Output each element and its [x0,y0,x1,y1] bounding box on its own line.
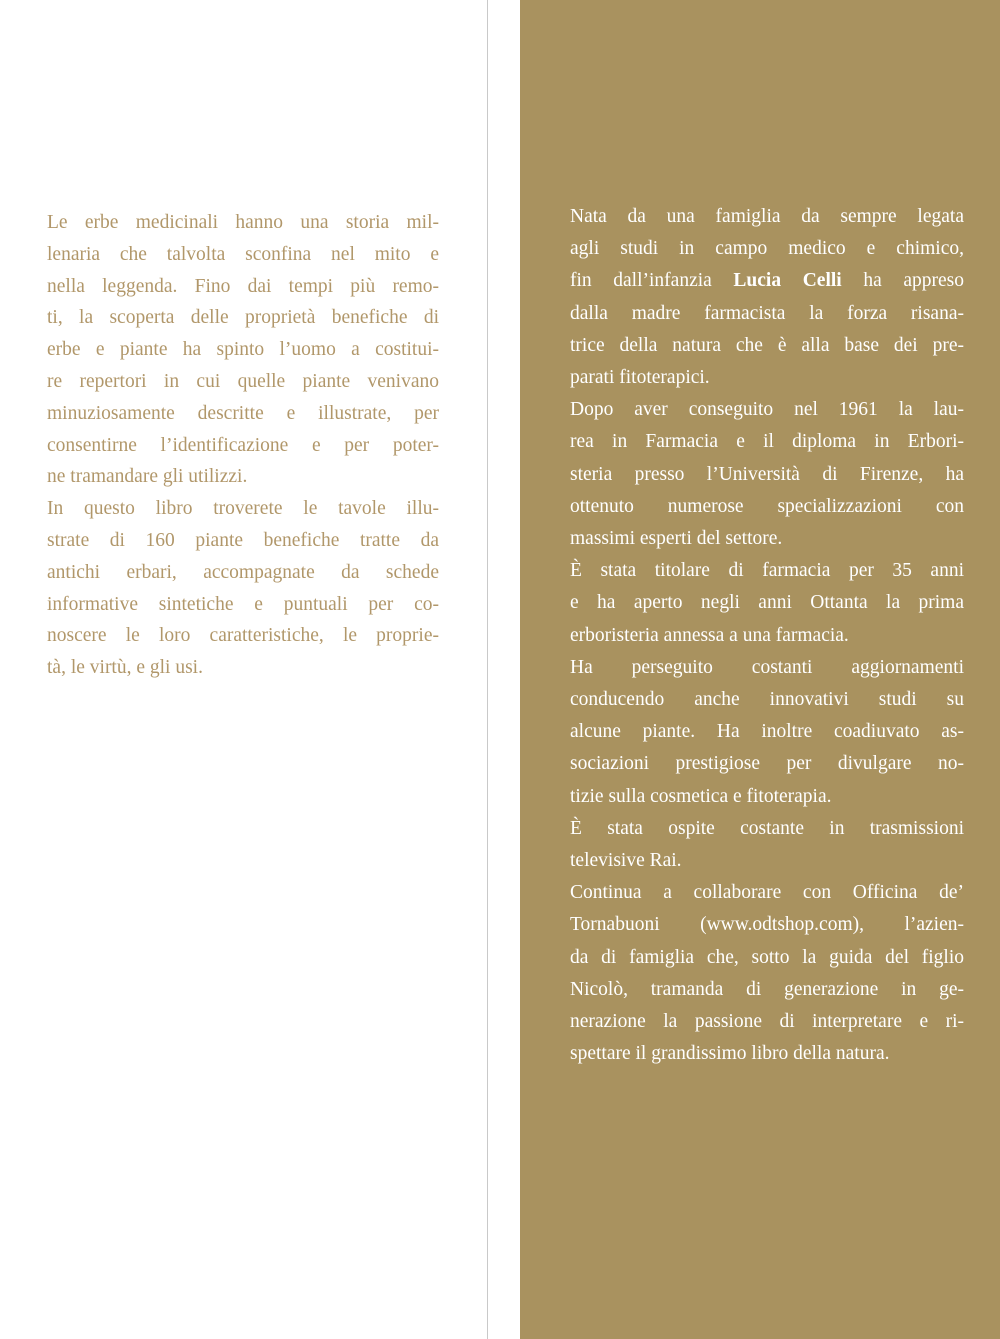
text-line: ne tramandare gli utilizzi. [47,466,248,488]
right-flap [520,0,1000,1339]
text-line: conducendo anche innovativi studi su [570,689,964,711]
text-line: tà, le virtù, e gli usi. [47,657,203,679]
text-line: nella leggenda. Fino dai tempi più remo- [47,275,439,297]
text-line: spettare il grandissimo libro della natura. [570,1043,890,1065]
flap-fold-divider [487,0,488,1339]
text-line: Tornabuoni (www.odtshop.com), l’azien- [570,914,964,936]
text-line: steria presso l’Università di Firenze, ha [570,463,964,485]
left-flap [0,0,487,1339]
right-flap-author-bio [570,201,964,1070]
left-flap-synopsis [47,207,439,684]
text-line: consentirne l’identificazione e per poter- [47,434,439,456]
text-line: Dopo aver conseguito nel 1961 la lau- [570,399,964,421]
text-line: parati fitoterapici. [570,367,710,389]
text-line: erbe e piante ha spinto l’uomo a costitui- [47,339,439,361]
text-line: nerazione la passione di interpretare e ri- [570,1011,964,1033]
text-line: e ha aperto negli anni Ottanta la prima [570,592,964,614]
text-line: tizie sulla cosmetica e fitoterapia. [570,785,832,807]
text-line: trice della natura che è alla base dei pre- [570,334,964,356]
text-line: da di famiglia che, sotto la guida del figlio [570,946,964,968]
text-line: televisive Rai. [570,850,682,872]
text-line: In questo libro troverete le tavole illu- [47,498,439,520]
text-line: alcune piante. Ha inoltre coadiuvato as- [570,721,964,743]
text-line: rea in Farmacia e il diploma in Erbori- [570,431,964,453]
text-line: ottenuto numerose specializzazioni con [570,495,964,517]
text-line: Continua a collaborare con Officina de’ [570,882,964,904]
text-line: strate di 160 piante benefiche tratte da [47,529,439,551]
text-line: minuziosamente descritte e illustrate, per [47,402,439,424]
text-line: fin dall’infanzia Lucia Celli ha appreso [570,270,964,292]
text-line: agli studi in campo medico e chimico, [570,238,964,260]
text-line: Nicolò, tramanda di generazione in ge- [570,978,964,1000]
text-line: sociazioni prestigiose per divulgare no- [570,753,964,775]
text-line: ti, la scoperta delle proprietà benefiche di [47,307,439,329]
text-line: re repertori in cui quelle piante venivano [47,370,439,392]
author-name-bold: Lucia Celli [733,270,842,292]
text-line: dalla madre farmacista la forza risana- [570,302,964,324]
text-line: antichi erbari, accompagnate da schede [47,561,439,583]
text-line: Le erbe medicinali hanno una storia mil- [47,212,439,233]
text-line: È stata titolare di farmacia per 35 anni [570,560,964,582]
text-line: Nata da una famiglia da sempre legata [570,206,964,227]
text-line: lenaria che talvolta sconfina nel mito e [47,243,439,265]
text-line: Ha perseguito costanti aggiornamenti [570,656,964,678]
text-line: informative sintetiche e puntuali per co- [47,593,439,615]
text-line: noscere le loro caratteristiche, le proprie- [47,625,439,647]
text-line: erboristeria annessa a una farmacia. [570,624,849,646]
text-line: È stata ospite costante in trasmissioni [570,817,964,839]
text-line: massimi esperti del settore. [570,528,783,550]
